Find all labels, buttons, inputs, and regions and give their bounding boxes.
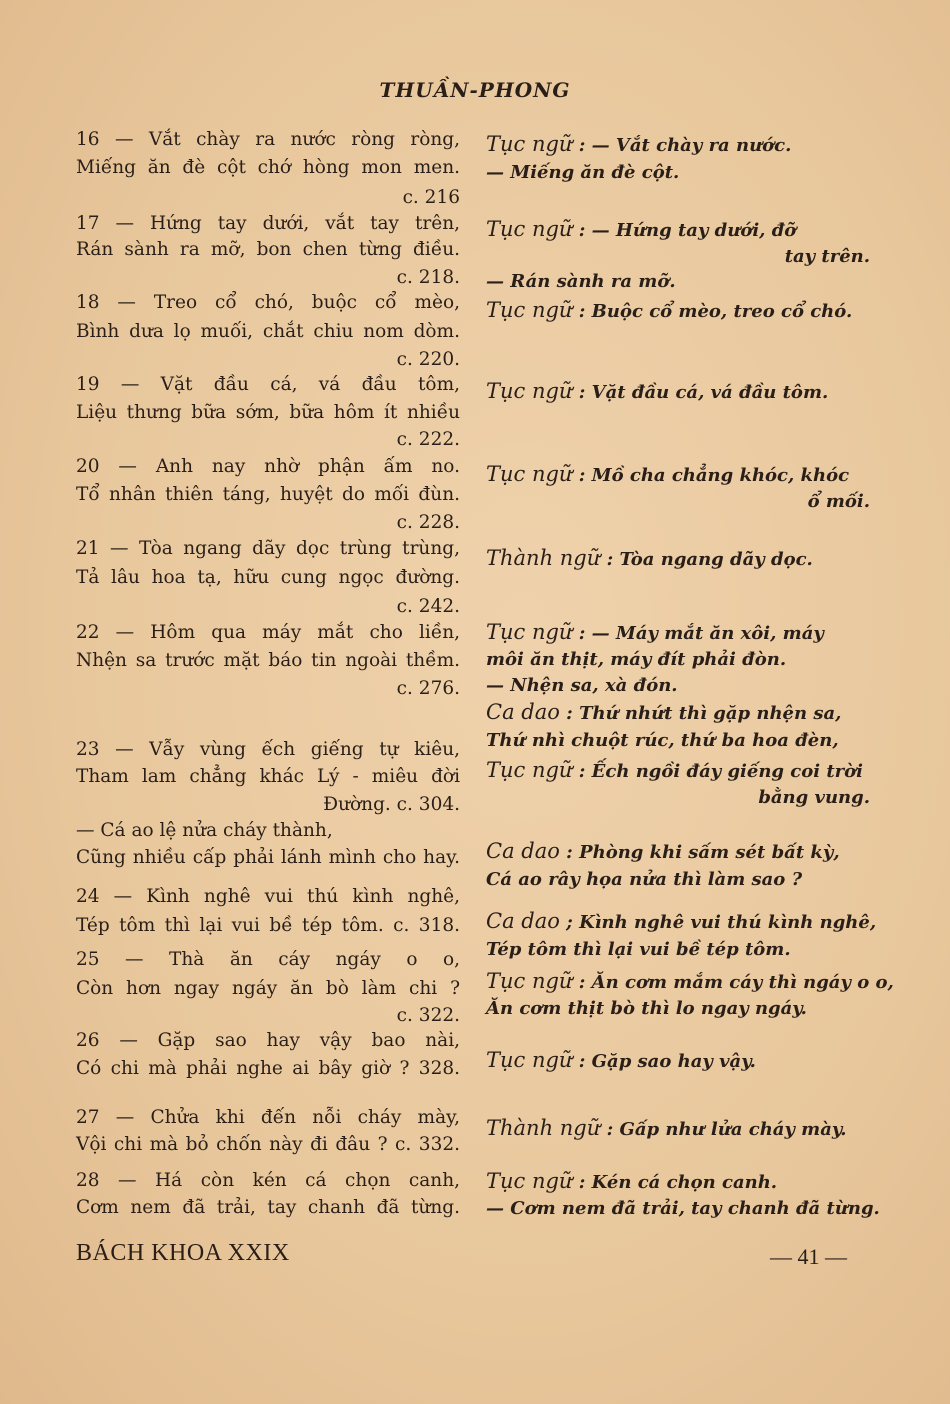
- verse-line: — Cá ao lệ nửa cháy thành,: [76, 820, 333, 841]
- proverb-entry: Tục ngữ : Kén cá chọn canh.: [486, 1169, 778, 1193]
- proverb-entry: Tục ngữ : Buộc cổ mèo, treo cổ chó.: [486, 298, 853, 322]
- proverb-line: Cá ao rây họa nửa thì làm sao ?: [486, 869, 803, 890]
- proverb-entry: Ca dao : Phòng khi sấm sét bất kỳ,: [486, 839, 840, 863]
- verse-line: Nhện sa trước mặt báo tin ngoài thềm.: [76, 650, 460, 671]
- verse-line: Miếng ăn đè cột chớ hòng mon men.: [76, 157, 460, 178]
- proverb-line: môi ăn thịt, máy đít phải đòn.: [486, 649, 787, 670]
- proverb-entry: Tục ngữ : Ăn cơm mắm cáy thì ngáy o o,: [486, 969, 894, 993]
- verse-line: 25 — Thà ăn cáy ngáy o o,: [76, 949, 460, 970]
- proverb-entry: Tục ngữ : Ếch ngồi đáy giếng coi trời: [486, 758, 863, 782]
- verse-line: 21 — Tòa ngang dãy dọc trùng trùng,: [76, 538, 460, 559]
- proverb-line: Thứ nhì chuột rúc, thứ ba hoa đèn,: [486, 730, 839, 751]
- proverb-entry: Ca dao ; Kình nghê vui thú kình nghê,: [486, 909, 877, 933]
- verse-reference: c. 228.: [396, 512, 460, 533]
- verse-line: Có chi mà phải nghe ai bây giờ ? 328.: [76, 1058, 460, 1079]
- verse-reference: c. 216: [402, 187, 460, 208]
- verse-line: Tham lam chẳng khác Lý - miêu đời: [76, 766, 460, 787]
- proverb-line: — Rán sành ra mỡ.: [486, 271, 676, 292]
- verse-line: Rán sành ra mỡ, bon chen từng điều.: [76, 239, 460, 260]
- verse-line: Còn hơn ngay ngáy ăn bò làm chi ?: [76, 978, 460, 999]
- verse-reference: c. 242.: [396, 596, 460, 617]
- proverb-entry: Thành ngữ : Gấp như lửa cháy mày.: [486, 1116, 847, 1140]
- proverb-line: — Cơm nem đã trải, tay chanh đã từng.: [486, 1198, 880, 1219]
- verse-line: 27 — Chửa khi đến nỗi cháy mày,: [76, 1107, 460, 1128]
- verse-line: Cũng nhiều cấp phải lánh mình cho hay.: [76, 847, 460, 868]
- verse-line: Tép tôm thì lại vui bề tép tôm. c. 318.: [76, 915, 460, 936]
- proverb-line: Ăn cơm thịt bò thì lo ngay ngáy.: [486, 998, 807, 1019]
- proverb-line: — Miếng ăn đè cột.: [486, 162, 680, 183]
- verse-line: 24 — Kình nghê vui thú kình nghê,: [76, 886, 460, 907]
- proverb-entry: Tục ngữ : Vặt đầu cá, vá đầu tôm.: [486, 379, 829, 403]
- verse-line: Tổ nhân thiên táng, huyệt do mối đùn.: [76, 484, 460, 505]
- verse-reference: c. 276.: [396, 678, 460, 699]
- verse-line: 22 — Hôm qua máy mắt cho liền,: [76, 622, 460, 643]
- verse-reference: Đường. c. 304.: [323, 794, 460, 815]
- verse-line: Tả lâu hoa tạ, hữu cung ngọc đường.: [76, 567, 460, 588]
- verse-reference: c. 218.: [396, 267, 460, 288]
- journal-title: BÁCH KHOA XXIX: [76, 1240, 290, 1266]
- proverb-entry: Tục ngữ : — Máy mắt ăn xôi, máy: [486, 620, 824, 644]
- verse-line: Liệu thưng bữa sớm, bữa hôm ít nhiều: [76, 402, 460, 423]
- verse-line: 23 — Vẫy vùng ếch giếng tự kiêu,: [76, 739, 460, 760]
- running-header: THUẦN-PHONG: [379, 78, 571, 102]
- proverb-line: tay trên.: [784, 246, 870, 267]
- proverb-entry: Tục ngữ : — Hứng tay dưới, đỡ: [486, 217, 797, 241]
- proverb-line: Tép tôm thì lại vui bề tép tôm.: [486, 939, 791, 960]
- verse-line: Vội chi mà bỏ chốn này đi đâu ? c. 332.: [76, 1134, 460, 1155]
- verse-reference: c. 220.: [396, 349, 460, 370]
- proverb-line: — Nhện sa, xà đón.: [486, 675, 678, 696]
- verse-line: Cơm nem đã trải, tay chanh đã từng.: [76, 1197, 460, 1218]
- page-number: — 41 —: [770, 1244, 847, 1269]
- proverb-entry: Thành ngữ : Tòa ngang dãy dọc.: [486, 546, 813, 570]
- proverb-entry: Tục ngữ : Gặp sao hay vậy.: [486, 1048, 756, 1072]
- verse-line: 18 — Treo cổ chó, buộc cổ mèo,: [76, 292, 460, 313]
- verse-line: 28 — Há còn kén cá chọn canh,: [76, 1170, 460, 1191]
- verse-line: 20 — Anh nay nhờ phận ấm no.: [76, 456, 460, 477]
- verse-line: Bình dưa lọ muối, chắt chiu nom dòm.: [76, 321, 460, 342]
- proverb-entry: Tục ngữ : Mồ cha chẳng khóc, khóc: [486, 462, 850, 486]
- proverb-entry: Tục ngữ : — Vắt chày ra nước.: [486, 132, 792, 156]
- verse-reference: c. 222.: [396, 429, 460, 450]
- proverb-line: ổ mối.: [807, 491, 870, 512]
- verse-reference: c. 322.: [396, 1005, 460, 1026]
- verse-line: 17 — Hứng tay dưới, vắt tay trên,: [76, 213, 460, 234]
- verse-line: 26 — Gặp sao hay vậy bao nài,: [76, 1030, 460, 1051]
- proverb-entry: Ca dao : Thứ nhứt thì gặp nhện sa,: [486, 700, 842, 724]
- proverb-line: bằng vung.: [758, 787, 870, 808]
- verse-line: 19 — Vặt đầu cá, vá đầu tôm,: [76, 374, 460, 395]
- verse-line: 16 — Vắt chày ra nước ròng ròng,: [76, 129, 460, 150]
